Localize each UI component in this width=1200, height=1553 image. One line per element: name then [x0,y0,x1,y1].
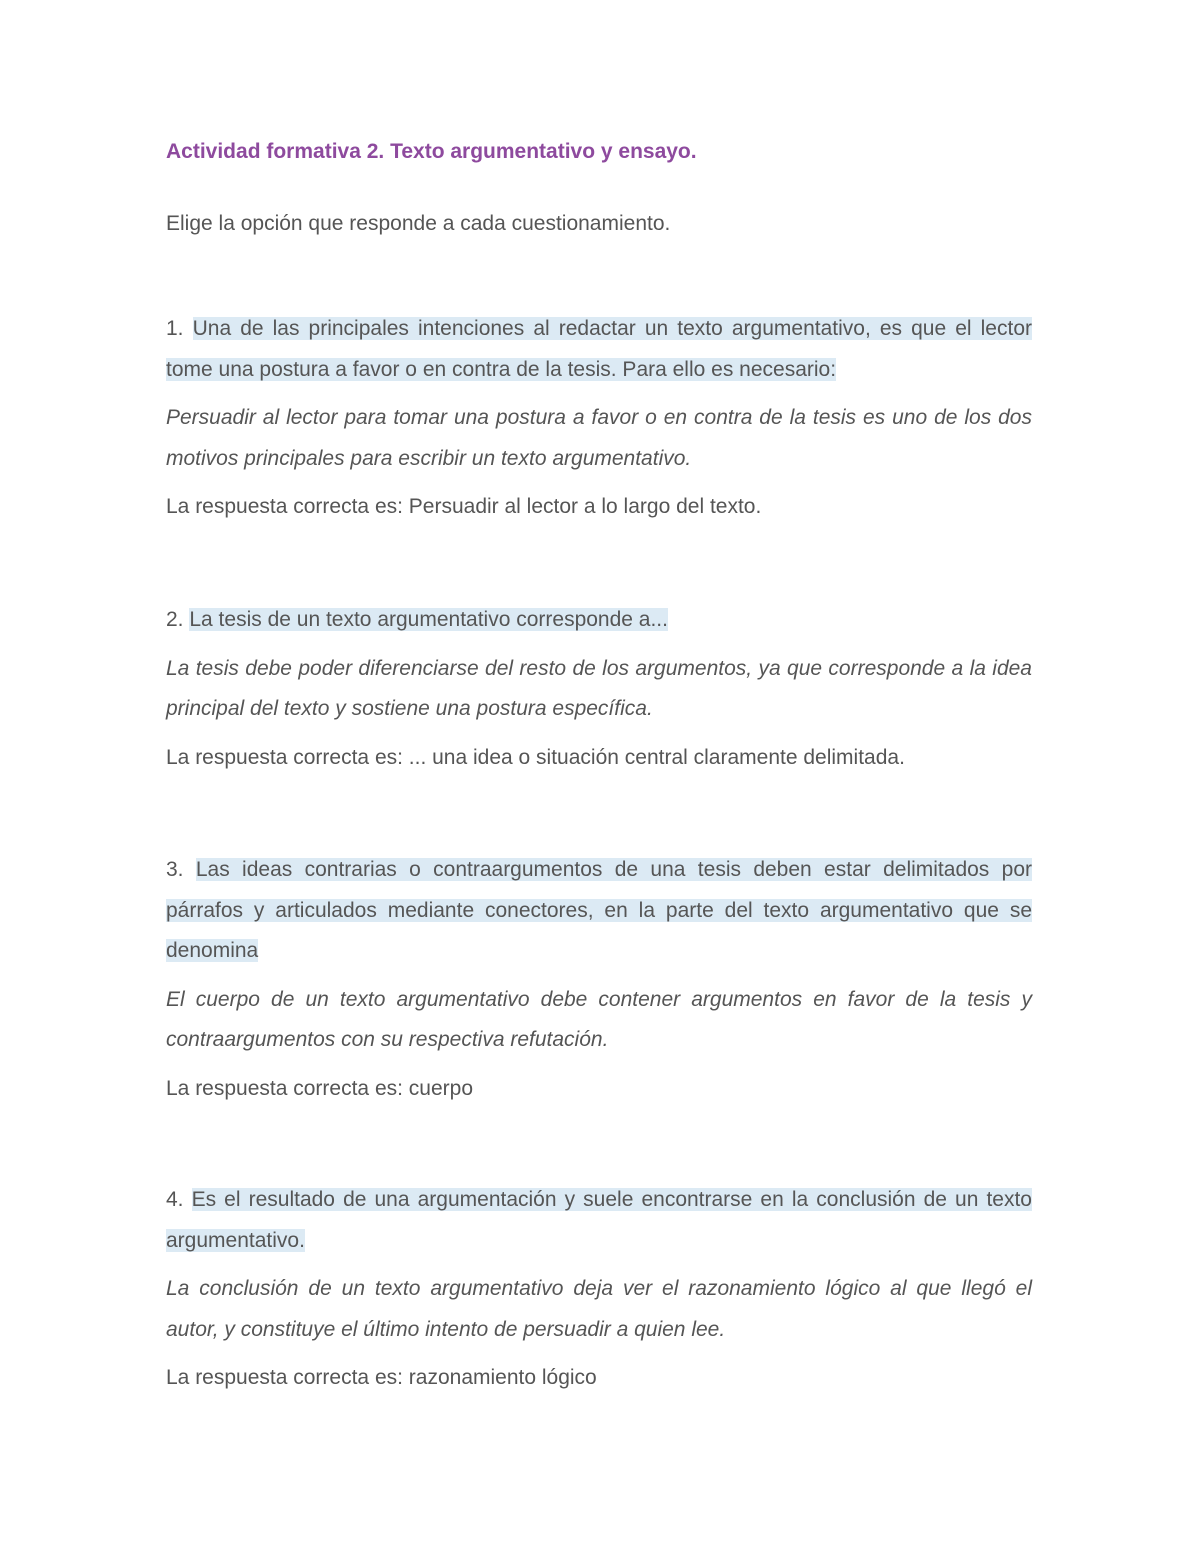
question-block-1 [166,309,1032,528]
question-highlight: Las ideas contrarias o contraargumentos de una tesis deben estar delimitados por párrafos y articulados mediante conectores, en la parte del texto argumentativo que se denomina [166,858,1032,962]
question-highlight: Una de las principales intenciones al redactar un texto argumentativo, es que el lector tome una postura a favor o en contra de la tesis. Para ello es necesario: [166,317,1032,381]
question-text [166,850,1032,972]
answer-text: La respuesta correcta es: cuerpo [166,1076,474,1100]
question-number: 4. [166,1188,192,1211]
explanation-text: La tesis debe poder diferenciarse del resto de los argumentos, ya que corresponde a la idea principal del texto y sostiene una postura específica. [166,656,1032,720]
question-block-4 [166,1180,1032,1399]
question-highlight: Es el resultado de una argumentación y suele encontrarse en la conclusión de un texto argumentativo. [166,1188,1032,1252]
document-title: Actividad formativa 2. Texto argumentativo y ensayo. [166,140,697,163]
question-block-3 [166,850,1032,1109]
question-number: 3. [166,858,196,881]
question-block-2 [166,600,1032,778]
explanation-text: El cuerpo de un texto argumentativo debe contener argumentos en favor de la tesis y contraargumentos con su respectiva refutación. [166,987,1032,1051]
question-text [166,309,1032,390]
question-text [166,1180,1032,1261]
question-highlight: La tesis de un texto argumentativo corresponde a... [189,608,668,631]
instructions-text: Elige la opción que responde a cada cuestionamiento. [166,212,671,235]
answer-text: La respuesta correcta es: Persuadir al lector a lo largo del texto. [166,495,762,518]
answer-text: La respuesta correcta es: razonamiento lógico [166,1366,597,1389]
answer-text: La respuesta correcta es: ... una idea o situación central claramente delimitada. [166,745,905,769]
explanation-text: Persuadir al lector para tomar una postura a favor o en contra de la tesis es uno de los dos motivos principales para escribir un texto argumentativo. [166,406,1032,470]
explanation-text: La conclusión de un texto argumentativo deja ver el razonamiento lógico al que llegó el autor, y constituye el último intento de persuadir a quien lee. [166,1277,1032,1341]
question-number: 2. [166,608,190,631]
question-number: 1. [166,317,193,340]
question-text [166,600,1032,641]
